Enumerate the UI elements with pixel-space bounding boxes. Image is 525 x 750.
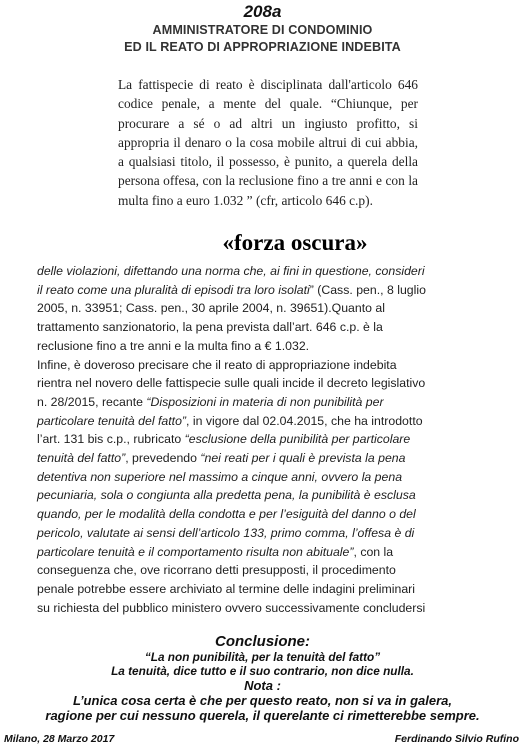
author-name: Ferdinando Silvio Rufino — [394, 733, 519, 745]
italic-text: il reato come una pluralità di episodi tra loro isolati — [37, 282, 310, 297]
text-line — [37, 262, 497, 281]
page-number: 208a — [243, 2, 282, 21]
text-line — [37, 486, 497, 505]
italic-text: pecuniaria, sola o congiunta alla predetta pena, la punibilità è esclusa — [37, 488, 416, 503]
nota-heading: Nota : — [244, 678, 281, 693]
conclusion-line: La tenuità, dice tutto e il suo contrario, non dice nulla. — [111, 664, 414, 678]
paragraph-2 — [37, 356, 497, 618]
title-line-2: ED IL REATO DI APPROPRIAZIONE INDEBITA — [124, 40, 401, 54]
italic-text: particolare tenuità e il comportamento risulta non abituale” — [37, 544, 354, 559]
text-line: rientra nel novero delle fattispecie sulle quali incide il decreto legislativo — [37, 376, 426, 391]
plain-text: , in vigore dal 02.04.2015, che ha introdotto — [186, 413, 423, 428]
italic-text: tenuità del fatto” — [37, 451, 126, 466]
text-line: conseguenza che, ove ricorrano detti presupposti, il procedimento — [37, 563, 396, 578]
plain-text: ” (Cass. pen., 8 luglio — [309, 282, 426, 297]
footer — [0, 733, 525, 747]
nota-line: ragione per cui nessuno querela, il querelante ci rimetterebbe sempre. — [45, 708, 480, 723]
text-line: su richiesta del pubblico ministero ovvero successivamente concludersi — [37, 600, 426, 615]
text-line: 2005, n. 33951; Cass. pen., 30 aprile 2004, n. 39651).Quanto al — [37, 301, 385, 316]
italic-text: pericolo, valutate ai sensi dell’articolo 133, primo comma, l’offesa è di — [37, 525, 415, 540]
headline: «forza oscura» — [222, 230, 368, 255]
text-line — [37, 505, 497, 524]
text-line — [37, 393, 497, 412]
text-line — [37, 543, 497, 562]
document-title — [0, 22, 525, 56]
plain-text: , con la — [353, 544, 394, 559]
italic-text: delle violazioni, difettando una norma che, ai fini in questione, consideri — [37, 264, 425, 278]
plain-text: n. 28/2015, recante — [37, 394, 147, 409]
text-line — [37, 524, 497, 543]
plain-text: , prevedendo — [125, 451, 201, 466]
article-body — [37, 262, 497, 617]
paragraph-1 — [37, 262, 497, 356]
italic-text: quando, per le modalità della condotta e per l’esiguità del danno o del — [37, 507, 416, 522]
text-line — [37, 430, 497, 449]
place-date: Milano, 28 Marzo 2017 — [4, 733, 115, 745]
text-line — [37, 449, 497, 468]
text-line: trattamento sanzionatorio, la pena prevista dall’art. 646 c.p. è la — [37, 320, 383, 335]
text-line — [37, 412, 497, 431]
text-line: Infine, è doveroso precisare che il reato di appropriazione indebita — [37, 357, 397, 372]
text-line: reclusione fino a tre anni e la multa fino a € 1.032. — [37, 338, 310, 353]
italic-text: “nei reati per i quali è prevista la pena — [200, 451, 406, 466]
text-line — [37, 468, 497, 487]
conclusion-section — [0, 634, 525, 723]
text-line — [37, 281, 497, 300]
italic-text: particolare tenuità del fatto” — [37, 413, 187, 428]
quoted-article-text: La fattispecie di reato è disciplinata dall'articolo 646 codice penale, a mente del quale. “Chiunque, per procurare a sé o ad altri un ingiusto profitto, si appropria il denaro o la cosa mobile altrui di cui abbia, a qualsiasi titolo, il possesso, è punito, a querela della persona offesa, con la reclusione fino a tre anni e con la multa fino a euro 1.032 ” (cfr, articolo 646 c.p). — [118, 77, 418, 208]
text-line: penale potrebbe essere archiviato al termine delle indagini preliminari — [37, 581, 416, 596]
conclusion-heading: Conclusione: — [214, 633, 310, 650]
plain-text: l’art. 131 bis c.p., rubricato — [37, 432, 185, 447]
title-line-1: AMMINISTRATORE DI CONDOMINIO — [152, 23, 373, 37]
italic-text: detentiva non superiore nel massimo a cinque anni, ovvero la pena — [37, 469, 403, 484]
italic-text: “esclusione della punibilità per particolare — [184, 432, 411, 447]
conclusion-line: “La non punibilità, per la tenuità del fatto” — [144, 650, 381, 664]
nota-line: L’unica cosa certa è che per questo reato, non si va in galera, — [72, 693, 453, 708]
italic-text: “Disposizioni in materia di non punibilità per — [146, 394, 384, 409]
